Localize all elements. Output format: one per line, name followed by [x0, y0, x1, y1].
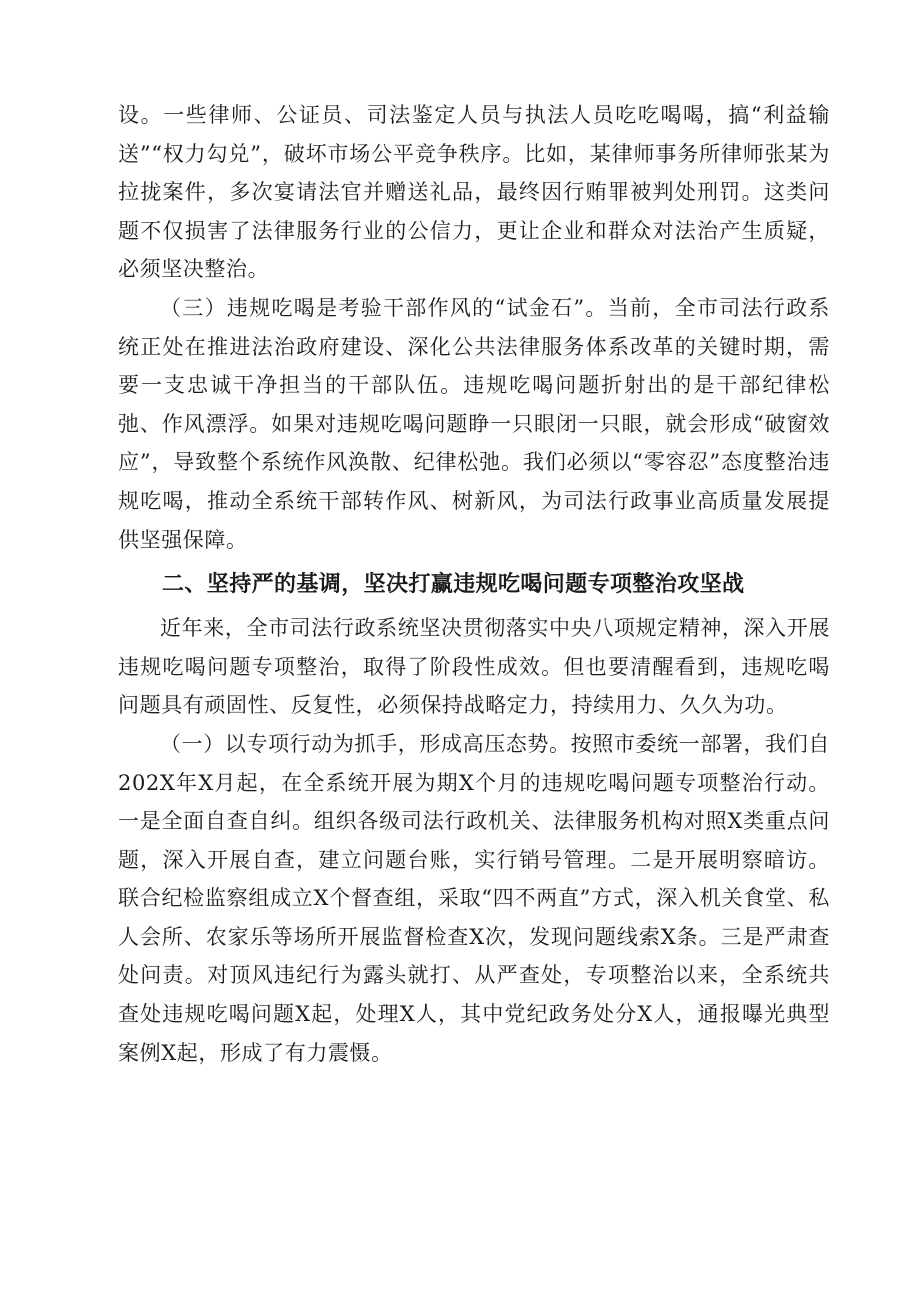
section-heading: 二、坚持严的基调，坚决打赢违规吃喝问题专项整治攻坚战: [162, 572, 745, 598]
body-paragraph-subsection-one: （一）以专项行动为抓手，形成高压态势。按照市委统一部署，我们自202X年X月起，在全系统开展为期X个月的违规吃喝问题专项整治行动。一是全面自查自纠。组织各级司法行政机关、法律服务机构对照X类重点问题，深入开展自查，建立问题台账，实行销号管理。二是开展明察暗访。联合纪检监察组成立X个督查组，采取“四不两直”方式，深入机关食堂、私人会所、农家乐等场所开展监督检查X次，发现问题线索X条。三是严肃查处问责。对顶风违纪行为露头就打、从严查处，专项整治以来，全系统共查处违规吃喝问题X起，处理X人，其中党纪政务处分X人，通报曝光典型案例X起，形成了有力震慑。: [118, 731, 830, 1065]
body-paragraph-intro: 近年来，全市司法行政系统坚决贯彻落实中央八项规定精神，深入开展违规吃喝问题专项整治，取得了阶段性成效。但也要清醒看到，违规吃喝问题具有顽固性、反复性，必须保持战略定力，持续用力、久久为功。: [118, 616, 830, 718]
body-paragraph-continuation: 设。一些律师、公证员、司法鉴定人员与执法人员吃吃喝喝，搞“利益输送”“权力勾兑”，破坏市场公平竞争秩序。比如，某律师事务所律师张某为拉拢案件，多次宴请法官并赠送礼品，最终因行贿罪被判处刑罚。这类问题不仅损害了法律服务行业的公信力，更让企业和群众对法治产生质疑，必须坚决整治。: [118, 103, 830, 282]
body-paragraph-section-three: （三）违规吃喝是考验干部作风的“试金石”。当前，全市司法行政系统正处在推进法治政府建设、深化公共法律服务体系改革的关键时期，需要一支忠诚干净担当的干部队伍。违规吃喝问题折射出的是干部纪律松弛、作风漂浮。如果对违规吃喝问题睁一只眼闭一只眼，就会形成“破窗效应”，导致整个系统作风涣散、纪律松弛。我们必须以“零容忍”态度整治违规吃喝，推动全系统干部转作风、树新风，为司法行政事业高质量发展提供坚强保障。: [118, 295, 830, 552]
document-page: [118, 96, 830, 1072]
